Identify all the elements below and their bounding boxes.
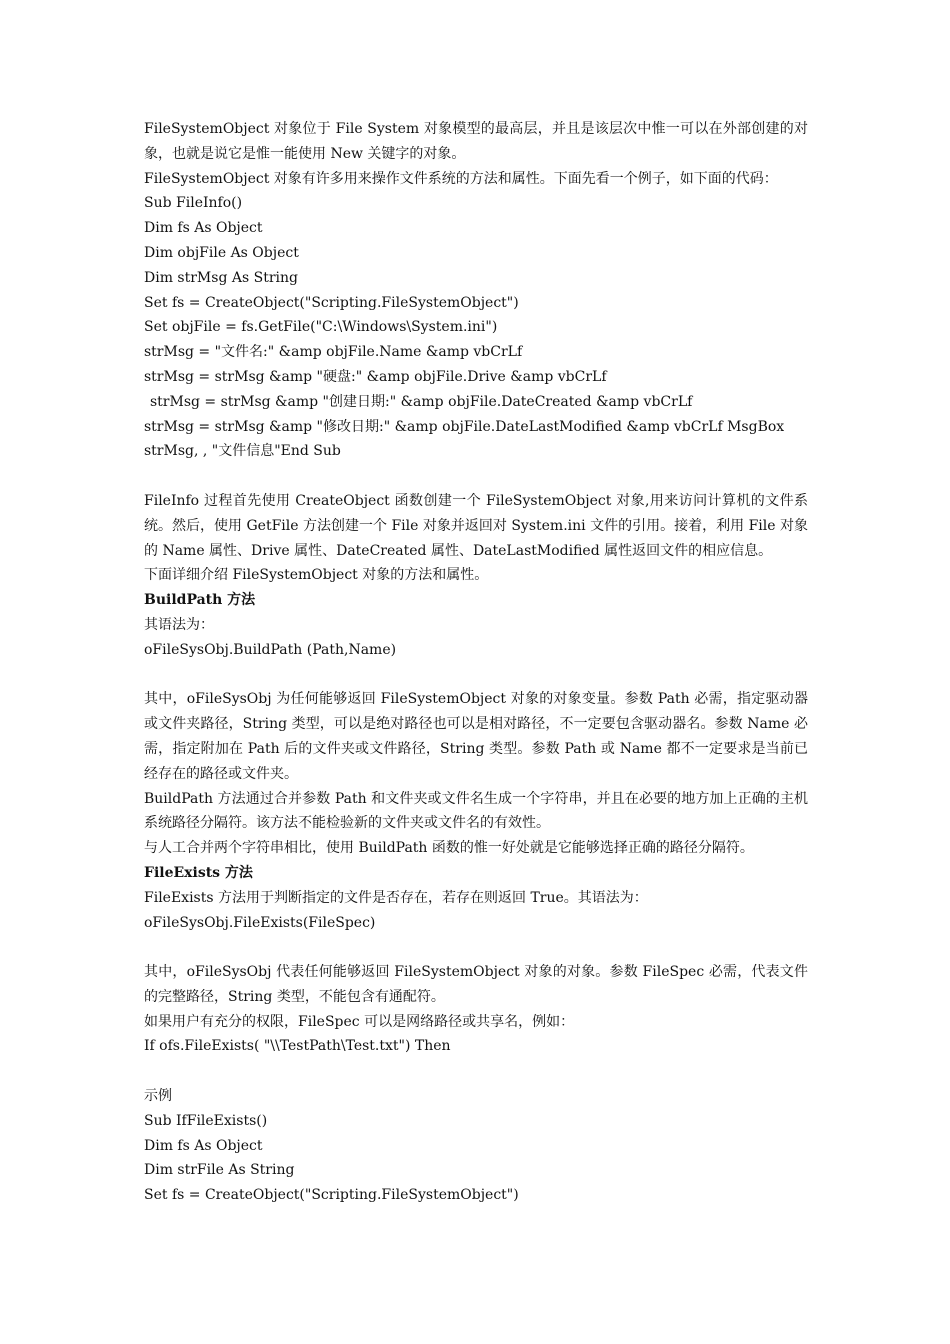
section-heading-fileexists: FileExists 方法 xyxy=(144,864,253,881)
code-line-dim-fs: Dim fs As Object xyxy=(144,220,263,237)
code-line-sub-fileinfo: Sub FileInfo() xyxy=(144,195,243,212)
code-line-dim-fs-example: Dim fs As Object xyxy=(144,1137,263,1154)
section-heading-buildpath: BuildPath 方法 xyxy=(144,592,256,609)
code-line-set-fs: Set fs = CreateObject("Scripting.FileSystemObject") xyxy=(144,294,519,311)
paragraph-fileinfo-explanation: FileInfo 过程首先使用 CreateObject 函数创建一个 FileSystemObject 对象,用来访问计算机的文件系统。然后，使用 GetFile 方法创建一个 File 对象并返回对 System.ini 文件的引用。接着，利用 File 对象的 Name 属性、Drive 属性、DateCreated 属性、DateLastModified 属性返回文件的相应信息。 xyxy=(144,492,808,559)
section-label-example: 示例 xyxy=(144,1088,172,1105)
blank-line xyxy=(144,663,808,688)
document-body xyxy=(144,117,808,1208)
blank-line xyxy=(144,935,808,960)
code-line-sub-iffileexists: Sub IfFileExists() xyxy=(144,1112,268,1129)
paragraph-buildpath-benefit: 与人工合并两个字符串相比，使用 BuildPath 函数的惟一好处就是它能够选择正确的路径分隔符。 xyxy=(144,840,754,857)
paragraph-fileexists-description: FileExists 方法用于判断指定的文件是否存在，若存在则返回 True。其语法为： xyxy=(144,889,648,906)
paragraph-network-path-note: 如果用户有充分的权限，FileSpec 可以是网络路径或共享名，例如： xyxy=(144,1013,575,1030)
code-line-dim-strfile: Dim strFile As String xyxy=(144,1162,295,1179)
code-line-strmsg-drive: strMsg = strMsg &amp "硬盘:" &amp objFile.Drive &amp vbCrLf xyxy=(144,368,607,385)
paragraph-method-overview: 下面详细介绍 FileSystemObject 对象的方法和属性。 xyxy=(144,567,489,584)
paragraph-intro: FileSystemObject 对象位于 File System 对象模型的最高层，并且是该层次中惟一可以在外部创建的对象，也就是说它是惟一能使用 New 关键字的对象。 xyxy=(144,121,808,162)
code-line-set-objfile: Set objFile = fs.GetFile("C:\Windows\System.ini") xyxy=(144,319,498,336)
paragraph-buildpath-behavior: BuildPath 方法通过合并参数 Path 和文件夹或文件名生成一个字符串，并且在必要的地方加上正确的主机系统路径分隔符。该方法不能检验新的文件夹或文件名的有效性。 xyxy=(144,790,808,832)
paragraph-syntax-label: 其语法为： xyxy=(144,616,214,633)
paragraph-buildpath-parameters: 其中，oFileSysObj 为任何能够返回 FileSystemObject 对象的对象变量。参数 Path 必需，指定驱动器或文件夹路径，String 类型，可以是绝对路径也可以是相对路径，不一定要包含驱动器名。参数 Name 必需，指定附加在 Path 后的文件夹或文件路径，String 类型。参数 Path 或 Name 都不一定要求是当前已经存在的路径或文件夹。 xyxy=(144,691,808,782)
paragraph-fileexists-parameters: 其中，oFileSysObj 代表任何能够返回 FileSystemObject 对象的对象。参数 FileSpec 必需，代表文件的完整路径，String 类型，不能包含有通配符。 xyxy=(144,964,808,1005)
paragraph-example-intro: FileSystemObject 对象有许多用来操作文件系统的方法和属性。下面先看一个例子，如下面的代码： xyxy=(144,170,778,187)
code-line-fileexists-syntax: oFileSysObj.FileExists(FileSpec) xyxy=(144,914,376,931)
code-line-network-example: If ofs.FileExists( "\\TestPath\Test.txt") Then xyxy=(144,1038,451,1055)
code-line-buildpath-syntax: oFileSysObj.BuildPath (Path,Name) xyxy=(144,641,397,658)
code-line-dim-objfile: Dim objFile As Object xyxy=(144,244,299,261)
code-line-strmsg-modified: strMsg = strMsg &amp "修改日期:" &amp objFile.DateLastModified &amp vbCrLf MsgBox strMsg, , "文件信息"End Sub xyxy=(144,418,785,460)
code-line-dim-strmsg: Dim strMsg As String xyxy=(144,269,298,286)
code-line-strmsg-name: strMsg = "文件名:" &amp objFile.Name &amp vbCrLf xyxy=(144,344,523,361)
code-line-set-fs-example: Set fs = CreateObject("Scripting.FileSystemObject") xyxy=(144,1187,519,1204)
code-line-strmsg-created: strMsg = strMsg &amp "创建日期:" &amp objFile.DateCreated &amp vbCrLf xyxy=(150,393,693,410)
blank-line xyxy=(144,1059,808,1084)
blank-line xyxy=(144,464,808,489)
